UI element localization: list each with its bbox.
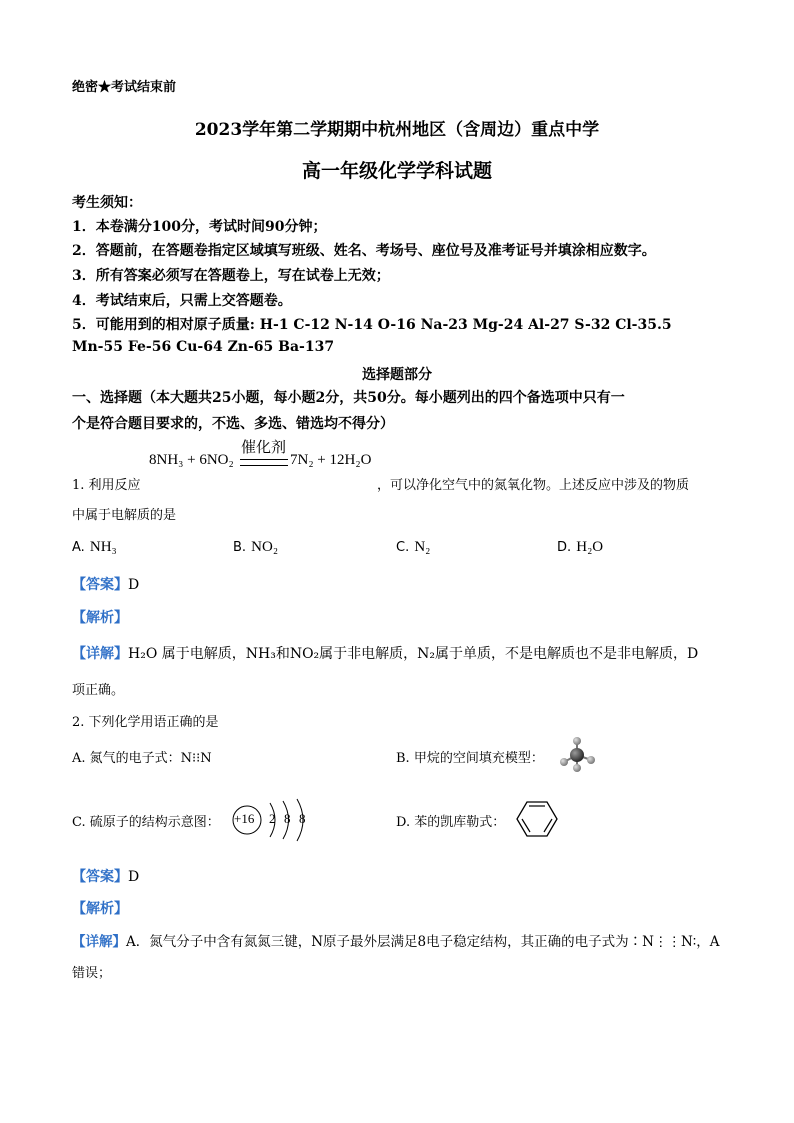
equation-equals <box>240 459 288 466</box>
detail-text: 项正确。 <box>72 683 125 698</box>
notice-item: 1．本卷满分100分，考试时间90分钟； <box>72 219 327 235</box>
catalyst-label: 催化剂 <box>241 440 287 456</box>
answer-line <box>72 574 139 594</box>
equation-rhs: 7N₂ + 12H₂O <box>290 452 372 468</box>
section-instructions: 个是符合题目要求的，不选、多选、错选均不得分） <box>72 416 394 432</box>
answer-tag: 【答案】 <box>72 577 128 593</box>
question-stem: ，可以净化空气中的氮氧化物。上述反应中涉及的物质 <box>377 478 690 493</box>
option-b: B. NO₂ <box>233 539 279 555</box>
methane-model-icon <box>557 735 601 775</box>
notice-item: Mn-55 Fe-56 Cu-64 Zn-65 Ba-137 <box>72 339 335 355</box>
equation-lhs: 8NH₃ + 6NO₂ <box>149 452 234 468</box>
option-a: A. NH₃ <box>72 539 117 555</box>
notice-item: 2．答题前，在答题卷指定区域填写班级、姓名、考场号、座位号及准考证号并填涂相应数字。 <box>72 243 656 259</box>
analysis-tag: 【解析】 <box>72 901 128 917</box>
detail-text: A．氮气分子中含有氮氮三键，N原子最外层满足8电子稳定结构，其正确的电子式为∶N⋮⋮N∶，A <box>126 934 720 950</box>
section-instructions: 一、选择题（本大题共25小题，每小题2分，共50分。每小题列出的四个备选项中只有一 <box>72 390 625 406</box>
option-d: D. 苯的凯库勒式： <box>396 815 506 830</box>
section-title: 选择题部分 <box>362 367 432 383</box>
answer-tag: 【答案】 <box>72 869 128 885</box>
question-stem: 中属于电解质的是 <box>72 508 177 523</box>
detail-tag: 【详解】 <box>72 934 126 950</box>
analysis-line <box>72 607 128 627</box>
option-a: A. 氮气的电子式：N⁝⁝N <box>72 751 212 766</box>
page-title: 2023学年第二学期期中杭州地区（含周边）重点中学 <box>194 120 600 140</box>
notice-heading: 考生须知： <box>72 195 142 211</box>
shell-count: 8 <box>299 811 306 826</box>
question-stem: 2. 下列化学用语正确的是 <box>72 715 219 730</box>
page-subtitle: 高一年级化学学科试题 <box>301 160 492 182</box>
notice-item: 3．所有答案必须写在答题卷上，写在试卷上无效； <box>72 268 390 284</box>
detail-text: H₂O 属于电解质，NH₃和NO₂属于非电解质，N₂属于单质，不是电解质也不是非电解质，D <box>128 646 699 662</box>
option-c: C. N₂ <box>396 539 431 555</box>
analysis-tag: 【解析】 <box>72 610 128 626</box>
benzene-kekule-icon <box>515 800 559 838</box>
answer-line <box>72 866 139 886</box>
question-stem: 1. 利用反应 <box>72 478 141 493</box>
detail-line <box>72 643 698 663</box>
shell-count: 8 <box>284 811 291 826</box>
detail-line <box>72 930 720 950</box>
sulfur-atom-diagram <box>230 795 330 845</box>
option-d: D. H₂O <box>557 539 604 555</box>
answer-value: D <box>128 869 140 885</box>
detail-tag: 【详解】 <box>72 646 128 662</box>
notice-item: 4．考试结束后，只需上交答题卷。 <box>72 293 292 309</box>
shell-count: 2 <box>269 811 276 826</box>
nucleus-charge: +16 <box>234 811 255 826</box>
detail-text: 错误； <box>72 966 112 981</box>
answer-value: D <box>128 577 140 593</box>
secret-label: 绝密★考试结束前 <box>72 80 177 95</box>
notice-item: 5．可能用到的相对原子质量: H-1 C-12 N-14 O-16 Na-23 Mg-24 Al-27 S-32 Cl-35.5 <box>72 317 672 333</box>
option-b: B. 甲烷的空间填充模型： <box>396 751 544 766</box>
analysis-line <box>72 898 128 918</box>
option-c: C. 硫原子的结构示意图： <box>72 815 220 830</box>
